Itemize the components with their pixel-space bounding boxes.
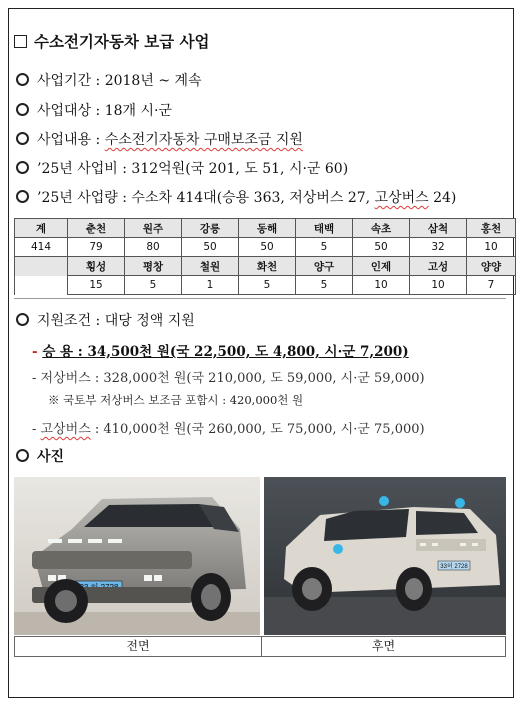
quota-table-2 <box>14 256 516 295</box>
table-cell: 5 <box>125 276 182 295</box>
rear-plate-text: 33허 2728 <box>440 564 468 570</box>
checkbox-square-icon <box>14 35 27 48</box>
circle-bullet-icon <box>16 449 29 462</box>
table-cell: 50 <box>239 238 296 257</box>
photo-heading: 사진 <box>16 446 64 466</box>
support-lowbus: - 저상버스 : 328,000천 원(국 210,000, 도 59,000, 시·군 59,000) <box>32 371 425 386</box>
table-cell: 80 <box>125 238 182 257</box>
table-cell: 15 <box>68 276 125 295</box>
divider <box>14 298 506 299</box>
table-cell: 양구 <box>296 257 353 276</box>
table-cell: 10 <box>410 276 467 295</box>
quota-table-1 <box>14 218 516 257</box>
table-cell: 강릉 <box>182 219 239 238</box>
table-cell: 5 <box>239 276 296 295</box>
front-car-photo <box>14 477 260 635</box>
table-cell: 횡성 <box>68 257 125 276</box>
table-cell: 속초 <box>353 219 410 238</box>
support-heading: 지원조건 : 대당 정액 지원 <box>16 310 195 330</box>
table-cell: 계 <box>15 219 68 238</box>
table-cell: 원주 <box>125 219 182 238</box>
table-cell: 1 <box>182 276 239 295</box>
table-cell: 인제 <box>353 257 410 276</box>
item-quantity: ’25년 사업량 : 수소차 414대(승용 363, 저상버스 27, 고상버스 24) <box>16 187 456 207</box>
item-period: 사업기간 : 2018년 ~ 계속 <box>16 70 202 90</box>
blank-cell <box>15 257 68 276</box>
item-content: 사업내용 : 수소전기자동차 구매보조금 지원 <box>16 129 303 149</box>
circle-bullet-icon <box>16 161 29 174</box>
table-cell: 고성 <box>410 257 467 276</box>
table-cell: 화천 <box>239 257 296 276</box>
table-cell: 50 <box>353 238 410 257</box>
support-highbus: - 고상버스 : 410,000천 원(국 260,000, 도 75,000, 시·군 75,000) <box>32 422 425 437</box>
circle-bullet-icon <box>16 190 29 203</box>
table-cell: 태백 <box>296 219 353 238</box>
blank-cell <box>15 276 68 295</box>
table-cell: 삼척 <box>410 219 467 238</box>
support-note: ※ 국토부 저상버스 보조금 포함시 : 420,000천 원 <box>48 393 304 407</box>
table-cell: 79 <box>68 238 125 257</box>
front-photo-caption: 전면 <box>14 636 262 657</box>
circle-bullet-icon <box>16 313 29 326</box>
support-passenger: - 승 용 : 34,500천 원(국 22,500, 도 4,800, 시·군 7,200) <box>32 344 409 360</box>
title-text: 수소전기자동차 보급 사업 <box>34 32 210 51</box>
table-cell: 10 <box>353 276 410 295</box>
table-cell: 32 <box>410 238 467 257</box>
rear-photo-caption: 후면 <box>261 636 506 657</box>
table-cell: 춘천 <box>68 219 125 238</box>
table-cell: 414 <box>15 238 68 257</box>
circle-bullet-icon <box>16 132 29 145</box>
circle-bullet-icon <box>16 103 29 116</box>
table-cell: 7 <box>467 276 516 295</box>
table-cell: 동해 <box>239 219 296 238</box>
item-budget: ’25년 사업비 : 312억원(국 201, 도 51, 시·군 60) <box>16 158 348 178</box>
section-title <box>14 30 210 52</box>
table-cell: 홍천 <box>467 219 516 238</box>
table-cell: 평창 <box>125 257 182 276</box>
table-cell: 5 <box>296 238 353 257</box>
item-target: 사업대상 : 18개 시·군 <box>16 100 172 120</box>
table-cell: 10 <box>467 238 516 257</box>
table-cell: 철원 <box>182 257 239 276</box>
table-cell: 양양 <box>467 257 516 276</box>
table-cell: 50 <box>182 238 239 257</box>
table-cell: 5 <box>296 276 353 295</box>
circle-bullet-icon <box>16 73 29 86</box>
rear-car-photo <box>264 477 506 635</box>
